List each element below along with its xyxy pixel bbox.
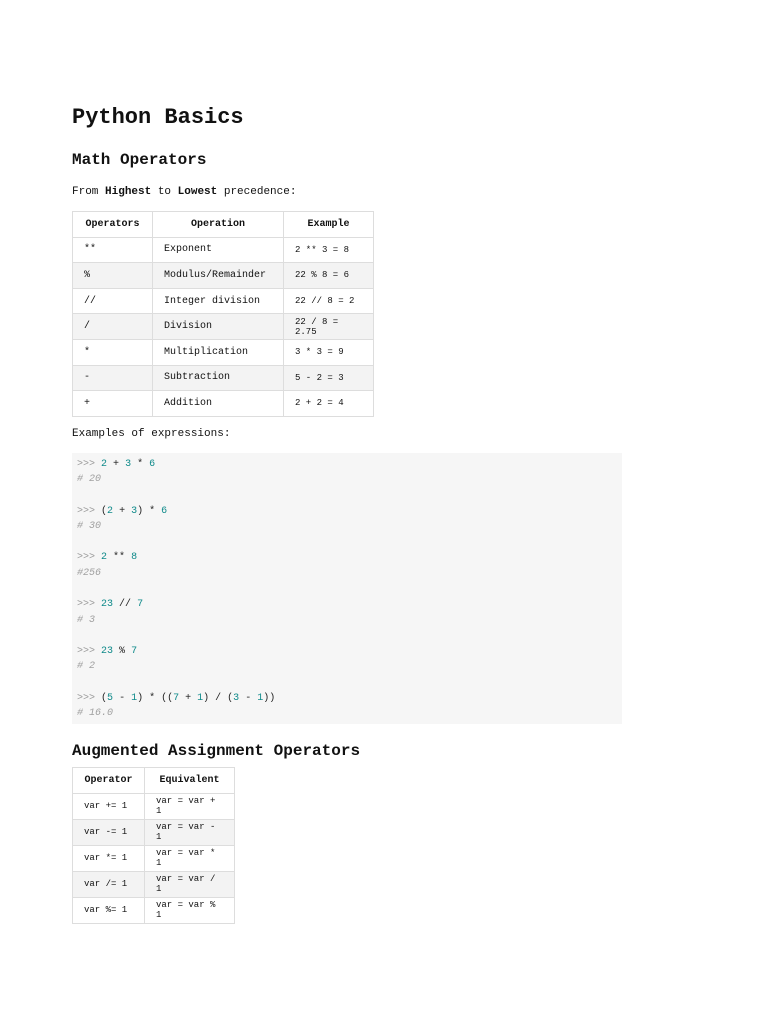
code-input-line: [77, 691, 617, 707]
table-row: [73, 391, 374, 417]
code-operator: ) * ((: [137, 692, 174, 704]
code-number: 6: [149, 458, 156, 470]
code-number: 3: [131, 505, 138, 517]
code-operator: ) *: [137, 505, 162, 517]
table-header-row: [73, 767, 235, 793]
page-title: Python Basics: [72, 105, 244, 130]
operator-cell: var -= 1: [73, 819, 145, 845]
code-operator: **: [107, 552, 132, 564]
column-header: Operation: [153, 212, 284, 238]
blank-line: [77, 675, 617, 691]
code-operator: -: [113, 692, 132, 704]
code-number: 5: [107, 692, 114, 704]
operator-cell: var += 1: [73, 793, 145, 819]
code-operator: )): [263, 692, 276, 704]
example-cell: 22 / 8 = 2.75: [284, 314, 374, 340]
table-row: [73, 263, 374, 289]
code-number: 8: [131, 552, 138, 564]
operator-cell: -: [73, 365, 153, 391]
operator-cell: var %= 1: [73, 897, 145, 923]
operation-cell: Addition: [153, 391, 284, 417]
operator-cell: **: [73, 237, 153, 263]
code-number: 7: [137, 599, 144, 611]
examples-label: Examples of expressions:: [72, 427, 231, 440]
operation-cell: Division: [153, 314, 284, 340]
blank-line: [77, 582, 617, 598]
operation-cell: Subtraction: [153, 365, 284, 391]
code-number: 2: [101, 552, 108, 564]
table-row: [73, 819, 235, 845]
code-input-line: [77, 504, 617, 520]
table-row: [73, 871, 235, 897]
augmented-assignment-table: [72, 767, 235, 924]
repl-prompt: >>>: [77, 599, 96, 611]
table-row: [73, 793, 235, 819]
example-cell: 3 * 3 = 9: [284, 339, 374, 365]
code-operator: (: [101, 692, 108, 704]
equivalent-cell: var = var / 1: [145, 871, 235, 897]
code-operator: -: [239, 692, 258, 704]
equivalent-cell: var = var + 1: [145, 793, 235, 819]
highest-label: Highest: [105, 186, 152, 198]
code-number: 3: [125, 458, 132, 470]
operator-cell: %: [73, 263, 153, 289]
code-input-line: [77, 597, 617, 613]
operator-cell: var /= 1: [73, 871, 145, 897]
blank-line: [77, 535, 617, 551]
operator-cell: *: [73, 339, 153, 365]
code-input-line: [77, 457, 617, 473]
operator-cell: /: [73, 314, 153, 340]
code-result-comment: # 30: [77, 521, 102, 533]
column-header: Equivalent: [145, 767, 235, 793]
math-operators-table: [72, 211, 374, 417]
table-row: [73, 845, 235, 871]
code-number: 1: [197, 692, 204, 704]
equivalent-cell: var = var * 1: [145, 845, 235, 871]
code-input-line: [77, 550, 617, 566]
operator-cell: +: [73, 391, 153, 417]
example-cell: 22 // 8 = 2: [284, 288, 374, 314]
operation-cell: Exponent: [153, 237, 284, 263]
example-cell: 2 ** 3 = 8: [284, 237, 374, 263]
code-result-comment: # 20: [77, 474, 102, 486]
code-number: 2: [107, 505, 114, 517]
code-block: [72, 453, 622, 724]
code-number: 23: [101, 599, 114, 611]
repl-prompt: >>>: [77, 692, 96, 704]
blank-line: [77, 628, 617, 644]
blank-line: [77, 488, 617, 504]
code-operator: +: [179, 692, 198, 704]
code-number: 1: [257, 692, 264, 704]
code-operator: ) / (: [203, 692, 234, 704]
repl-prompt: >>>: [77, 552, 96, 564]
code-number: 7: [173, 692, 180, 704]
code-number: 1: [131, 692, 138, 704]
code-operator: %: [113, 645, 132, 657]
table-row: [73, 365, 374, 391]
table-row: [73, 897, 235, 923]
code-number: 2: [101, 458, 108, 470]
example-cell: 5 - 2 = 3: [284, 365, 374, 391]
operation-cell: Multiplication: [153, 339, 284, 365]
code-result-comment: # 2: [77, 661, 96, 673]
equivalent-cell: var = var % 1: [145, 897, 235, 923]
code-number: 3: [233, 692, 240, 704]
code-number: 6: [161, 505, 168, 517]
code-operator: +: [107, 458, 126, 470]
table-row: [73, 288, 374, 314]
repl-prompt: >>>: [77, 458, 96, 470]
code-number: 23: [101, 645, 114, 657]
operation-cell: Modulus/Remainder: [153, 263, 284, 289]
equivalent-cell: var = var - 1: [145, 819, 235, 845]
precedence-intro: From Highest to Lowest precedence:: [72, 186, 297, 198]
table-row: [73, 314, 374, 340]
table-row: [73, 339, 374, 365]
code-operator: //: [113, 599, 138, 611]
table-header-row: [73, 212, 374, 238]
example-cell: 2 + 2 = 4: [284, 391, 374, 417]
operation-cell: Integer division: [153, 288, 284, 314]
math-operators-heading: Math Operators: [72, 151, 207, 169]
operator-cell: var *= 1: [73, 845, 145, 871]
code-operator: *: [131, 458, 150, 470]
code-number: 7: [131, 645, 138, 657]
code-result-comment: # 16.0: [77, 708, 114, 720]
lowest-label: Lowest: [177, 186, 218, 198]
table-row: [73, 237, 374, 263]
column-header: Example: [284, 212, 374, 238]
repl-prompt: >>>: [77, 645, 96, 657]
column-header: Operators: [73, 212, 153, 238]
example-cell: 22 % 8 = 6: [284, 263, 374, 289]
code-operator: (: [101, 505, 108, 517]
code-input-line: [77, 644, 617, 660]
code-result-comment: #256: [77, 567, 102, 579]
code-operator: +: [113, 505, 132, 517]
column-header: Operator: [73, 767, 145, 793]
repl-prompt: >>>: [77, 505, 96, 517]
code-result-comment: # 3: [77, 614, 96, 626]
augmented-assignment-heading: Augmented Assignment Operators: [72, 741, 361, 760]
operator-cell: //: [73, 288, 153, 314]
